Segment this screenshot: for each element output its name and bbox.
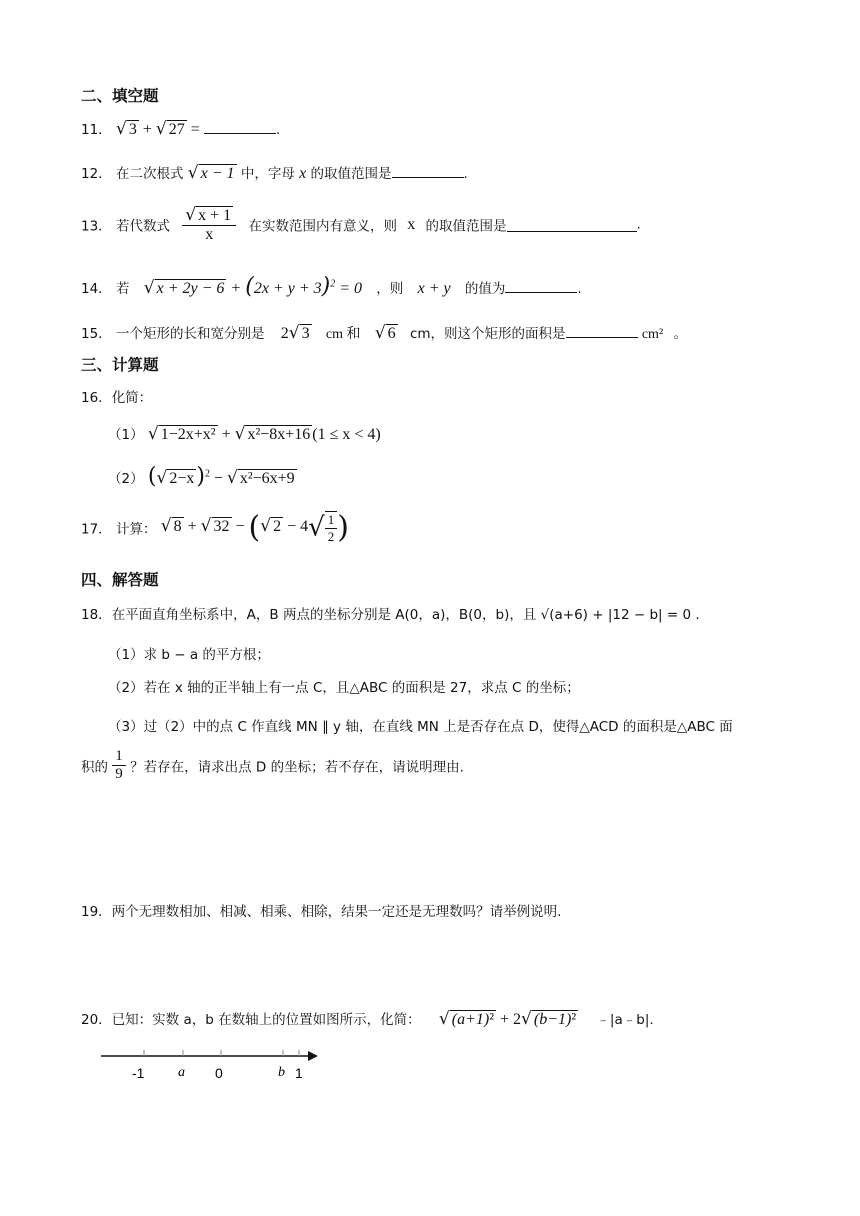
q16-p1-expression: √ 1−2x+x² + √ x²−8x+16 (1 ≤ x < 4) — [147, 424, 381, 444]
question-18-part-2: （2）若在 x 轴的正半轴上有一点 C，且△ABC 的面积是 27，求点 C 的坐标； — [108, 680, 580, 696]
q16-p2-expression: (√ 2−x)$^2$ − √ x²−6x+9 — [147, 464, 295, 489]
label-zero: 0 — [215, 1065, 223, 1081]
q14-expression: √ $x + 2y - 6 + (2x + y + 3)^2 = 0$ — [143, 274, 362, 299]
answer-blank — [507, 217, 637, 232]
question-number: 13． — [81, 218, 112, 235]
question-number: 17． — [81, 521, 112, 538]
answer-blank — [505, 278, 577, 293]
question-14: 14． 若 √ $x + 2y - 6 + (2x + y + 3)^2 = 0$ ，则 x + y 的值为 . — [81, 274, 582, 299]
question-16-part-2: （2） (√ 2−x)$^2$ − √ x²−6x+9 — [108, 464, 295, 489]
question-11: 11． √ 3 + √ 27 = . — [81, 119, 281, 139]
question-number: 20． — [81, 1012, 112, 1028]
section-heading-solve: 四、解答题 — [81, 571, 159, 589]
question-19: 19．两个无理数相加、相减、相乘、相除，结果一定还是无理数吗？请举例说明. — [81, 904, 562, 920]
q20-expression: √ (a+1)² + 2√ (b−1)² — [438, 1009, 577, 1029]
question-18-part-1: （1）求 b − a 的平方根； — [108, 647, 270, 663]
question-number: 19． — [81, 904, 112, 920]
q13-fraction: $\frac{√ x + 1}{x}$ — [182, 205, 236, 244]
question-number: 16． — [81, 390, 112, 406]
question-number: 12． — [81, 166, 112, 182]
answer-blank — [204, 119, 276, 134]
question-13: 13． 若代数式 $\frac{√ x + 1}{x}$ 在实数范围内有意义，则 x 的取值范围是 . — [81, 205, 641, 243]
number-line — [96, 1044, 326, 1084]
question-number: 11． — [81, 122, 112, 138]
question-number: 14． — [81, 281, 112, 297]
label-b: b — [278, 1065, 285, 1080]
label-one: 1 — [295, 1065, 303, 1081]
question-16-part-1: （1） √ 1−2x+x² + √ x²−8x+16 (1 ≤ x < 4) — [108, 424, 381, 444]
answer-blank — [392, 163, 464, 178]
question-18-part-3: （3）过（2）中的点 C 作直线 MN ∥ y 轴，在直线 MN 上是否存在点 D，使得△ACD 的面积是△ABC 面 — [108, 719, 733, 735]
answer-blank — [566, 323, 638, 338]
question-16: 16．化简： — [81, 390, 153, 406]
question-17: 17． 计算： √ 8 + √ 32 − (√ 2 − 4√ $\frac{1}{2}$ ) — [81, 510, 349, 545]
one-ninth-fraction: $\frac{1}{9}$ — [112, 748, 126, 783]
question-15: 15． 一个矩形的长和宽分别是 2√ 3 cm 和 √ 6 cm，则这个矩形的面积是 cm² 。 — [81, 323, 687, 343]
question-number: 15． — [81, 326, 112, 342]
label-a: a — [178, 1065, 185, 1080]
section-heading-calc: 三、计算题 — [81, 356, 159, 374]
label-minus-one: -1 — [132, 1065, 145, 1081]
q15-length: 2√ 3 — [280, 323, 310, 343]
q11-expression: √ 3 + √ 27 = — [115, 119, 200, 139]
question-number: 18． — [81, 607, 112, 623]
number-line-arrow — [308, 1051, 318, 1061]
q15-width: √ 6 — [374, 323, 396, 343]
question-18 — [81, 603, 700, 623]
q12-radical: √ x − 1 — [187, 163, 235, 183]
question-20: 20．已知：实数 a，b 在数轴上的位置如图所示，化简： √ (a+1)² + 2√ (b−1)² ﹣|a﹣b|. — [81, 1009, 654, 1029]
q18-stem: 在平面直角坐标系中，A，B 两点的坐标分别是 A(0，a)，B(0，b)，且 √(a+6) + |12 − b| = 0 . — [111, 607, 700, 623]
question-12: 12． 在二次根式 √ x − 1 中，字母 x 的取值范围是 . — [81, 163, 468, 183]
section-heading-fill: 二、填空题 — [81, 87, 159, 105]
q17-expression: √ 8 + √ 32 − (√ 2 − 4√ $\frac{1}{2}$ ) — [160, 510, 349, 545]
question-18-part-3-cont: 积的 $\frac{1}{9}$ ？若存在，请求出点 D 的坐标；若不存在，请说明理由. — [81, 748, 464, 782]
